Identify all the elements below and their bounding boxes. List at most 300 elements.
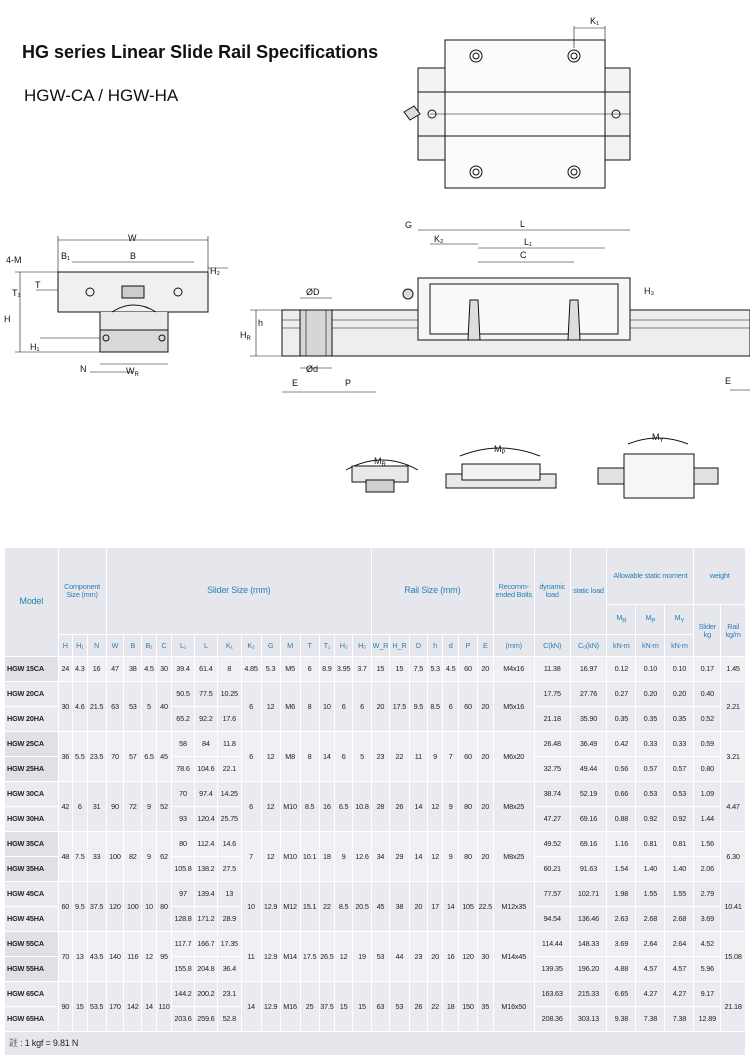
table-cell: 6 [241, 682, 261, 732]
table-row [5, 732, 746, 757]
table-cell: 259.6 [194, 1007, 217, 1032]
table-cell: 1.98 [607, 882, 636, 907]
table-cell: 1.16 [607, 832, 636, 857]
header-cell: T [300, 635, 319, 657]
table-cell: M16x50 [493, 982, 534, 1032]
header-row-units [5, 635, 746, 657]
table-cell: 21.18 [534, 707, 570, 732]
table-cell: 0.81 [665, 832, 694, 857]
table-cell: 52.19 [570, 782, 607, 807]
header-cell: G [261, 635, 280, 657]
table-cell: 2.68 [665, 907, 694, 932]
table-cell: 52.8 [218, 1007, 241, 1032]
table-cell: 47.27 [534, 807, 570, 832]
table-cell: 23 [409, 932, 427, 982]
table-cell: 36.4 [218, 957, 241, 982]
table-cell: 139.35 [534, 957, 570, 982]
table-cell: 20 [372, 682, 390, 732]
table-cell: 25 [300, 982, 319, 1032]
table-cell: 2.79 [694, 882, 721, 907]
dim-l: L [520, 219, 526, 229]
table-cell: 8 [218, 657, 241, 682]
table-cell: 303.13 [570, 1007, 607, 1032]
table-cell: 78.6 [172, 757, 194, 782]
table-cell: M10 [280, 782, 300, 832]
table-cell: 26 [409, 982, 427, 1032]
table-cell: 11.8 [218, 732, 241, 757]
table-cell: 52 [156, 782, 172, 832]
table-cell: 2.64 [636, 932, 665, 957]
dim-h1: H₁ [30, 342, 40, 352]
table-cell: 0.42 [607, 732, 636, 757]
table-cell: HGW 15CA [5, 657, 59, 682]
table-cell: 9 [142, 832, 157, 882]
table-cell: 20 [477, 657, 493, 682]
col-allowable-moment: Allowable static moment [607, 548, 694, 605]
table-cell: 30 [156, 657, 172, 682]
table-cell: 0.92 [636, 807, 665, 832]
table-cell: 80 [172, 832, 194, 857]
table-cell: 33 [87, 832, 106, 882]
table-cell: 80 [156, 882, 172, 932]
table-cell: 0.35 [665, 707, 694, 732]
footnote: 註 : 1 kgf = 9.81 N [5, 1032, 746, 1056]
table-cell: 16 [87, 657, 106, 682]
page-title: HG series Linear Slide Rail Specifications [22, 42, 379, 62]
table-cell: 22.5 [477, 882, 493, 932]
table-cell: 105 [459, 882, 478, 932]
table-cell: M14x45 [493, 932, 534, 982]
table-cell: M10 [280, 832, 300, 882]
table-cell: 63 [372, 982, 390, 1032]
table-cell: 0.80 [694, 757, 721, 782]
table-cell: 7.38 [636, 1007, 665, 1032]
table-cell: 8.5 [335, 882, 353, 932]
table-cell: 1.56 [694, 832, 721, 857]
table-cell: 7.38 [665, 1007, 694, 1032]
table-cell: 17.5 [300, 932, 319, 982]
header-cell: kN-m [665, 635, 694, 657]
table-cell: 30 [58, 682, 73, 732]
table-cell: 4.27 [636, 982, 665, 1007]
table-cell: 93 [172, 807, 194, 832]
table-cell: 104.6 [194, 757, 217, 782]
table-cell: 9 [335, 832, 353, 882]
table-cell: 142 [124, 982, 142, 1032]
table-cell: M5x16 [493, 682, 534, 732]
table-cell: 23 [372, 732, 390, 782]
table-cell: 215.33 [570, 982, 607, 1007]
table-cell: 28 [372, 782, 390, 832]
table-cell: 16.97 [570, 657, 607, 682]
table-cell: 3.21 [721, 732, 746, 782]
table-cell: 12 [427, 832, 443, 882]
table-cell: 6 [335, 732, 353, 782]
table-cell: 21.18 [721, 982, 746, 1032]
table-cell: 128.8 [172, 907, 194, 932]
table-cell: 0.12 [607, 657, 636, 682]
col-rail-weight: Rail kg/m [721, 605, 746, 657]
table-cell: 26.48 [534, 732, 570, 757]
table-cell: 17.35 [218, 932, 241, 957]
table-cell: 34 [372, 832, 390, 882]
table-cell: 77.57 [534, 882, 570, 907]
dim-h2: H₂ [210, 266, 220, 276]
table-cell: 57 [124, 732, 142, 782]
table-cell: 3.69 [607, 932, 636, 957]
header-cell: L [194, 635, 217, 657]
table-cell: 5 [353, 732, 372, 782]
col-mr: $M_R$ [607, 605, 636, 635]
table-cell: 7.5 [409, 657, 427, 682]
table-cell: 13 [218, 882, 241, 907]
table-cell: 114.44 [534, 932, 570, 957]
table-cell: M6 [280, 682, 300, 732]
table-cell: 48 [58, 832, 73, 882]
col-slider-weight: Slider kg [694, 605, 721, 657]
dim-p: P [345, 378, 352, 388]
table-cell: 22 [427, 982, 443, 1032]
table-cell: 60 [58, 882, 73, 932]
header-cell: (mm) [493, 635, 534, 657]
table-cell: 0.92 [665, 807, 694, 832]
table-cell: 116 [124, 932, 142, 982]
table-cell: HGW 25CA [5, 732, 59, 757]
table-cell: 139.4 [194, 882, 217, 907]
table-cell: 20 [477, 832, 493, 882]
table-cell: 97 [172, 882, 194, 907]
table-cell: 20 [477, 732, 493, 782]
table-cell: 94.54 [534, 907, 570, 932]
table-cell: 1.09 [694, 782, 721, 807]
table-cell: 15 [389, 657, 409, 682]
header-cell: B₁ [142, 635, 157, 657]
table-cell: 35.90 [570, 707, 607, 732]
table-cell: 5.96 [694, 957, 721, 982]
header-cell: E [477, 635, 493, 657]
table-cell: 120 [459, 932, 478, 982]
dim-b: B [130, 251, 137, 261]
header-cell: C₀(kN) [570, 635, 607, 657]
table-cell: 45 [372, 882, 390, 932]
table-cell: 84 [194, 732, 217, 757]
table-cell: 5.3 [427, 657, 443, 682]
table-cell: 14 [319, 732, 335, 782]
table-cell: 15 [353, 982, 372, 1032]
col-component-size: Component Size (mm) [58, 548, 106, 635]
col-recommended-bolts: Recomm-ended Bolts [493, 548, 534, 635]
table-row [5, 832, 746, 857]
table-cell: 6.5 [335, 782, 353, 832]
table-cell: 7 [241, 832, 261, 882]
dim-b1: B₁ [61, 251, 71, 261]
header-cell: N [87, 635, 106, 657]
table-cell: 2.68 [636, 907, 665, 932]
table-cell: 0.57 [636, 757, 665, 782]
table-cell: 3.69 [694, 907, 721, 932]
table-cell: 16 [319, 782, 335, 832]
moment-my-icon [598, 438, 718, 498]
table-cell: 9.5 [73, 882, 88, 932]
table-cell: 2.64 [665, 932, 694, 957]
table-cell: 0.53 [636, 782, 665, 807]
table-cell: 6 [353, 682, 372, 732]
table-cell: 6 [241, 782, 261, 832]
table-cell: 0.35 [607, 707, 636, 732]
col-mp: $M_P$ [636, 605, 665, 635]
table-cell: 15 [73, 982, 88, 1032]
table-cell: 12 [261, 732, 280, 782]
col-model: Model [5, 548, 59, 657]
dim-e: E [292, 378, 299, 388]
table-cell: HGW 25HA [5, 757, 59, 782]
table-cell: 138.2 [194, 857, 217, 882]
table-cell: 4.27 [665, 982, 694, 1007]
table-cell: 14.25 [218, 782, 241, 807]
table-cell: 5 [142, 682, 157, 732]
table-cell: 6.65 [607, 982, 636, 1007]
table-cell: 27.5 [218, 857, 241, 882]
dim-g: G [405, 220, 413, 230]
table-row [5, 657, 746, 682]
table-cell: 26 [389, 782, 409, 832]
table-cell: 6 [335, 682, 353, 732]
table-cell: 170 [106, 982, 124, 1032]
table-cell: M4x16 [493, 657, 534, 682]
dim-h3: H₃ [644, 286, 655, 296]
header-cell: h [427, 635, 443, 657]
table-cell: 14.6 [218, 832, 241, 857]
dim-od-small: Ød [306, 364, 319, 374]
table-cell: 77.5 [194, 682, 217, 707]
table-cell: 10.41 [721, 882, 746, 932]
table-cell: 69.16 [570, 832, 607, 857]
table-cell: 31 [87, 782, 106, 832]
table-cell: 200.2 [194, 982, 217, 1007]
header-cell: H₁ [73, 635, 88, 657]
table-cell: 1.45 [721, 657, 746, 682]
table-cell: 1.40 [636, 857, 665, 882]
table-cell: 12 [142, 932, 157, 982]
table-cell: 6 [241, 732, 261, 782]
table-cell: 0.17 [694, 657, 721, 682]
table-cell: 42 [58, 782, 73, 832]
table-cell: 14 [142, 982, 157, 1032]
table-row [5, 882, 746, 907]
table-cell: 97.4 [194, 782, 217, 807]
header-cell: C(kN) [534, 635, 570, 657]
table-cell: 140 [106, 932, 124, 982]
table-cell: 50.5 [172, 682, 194, 707]
table-cell: 1.55 [636, 882, 665, 907]
table-cell: 6.30 [721, 832, 746, 882]
table-cell: 0.59 [694, 732, 721, 757]
table-cell: 17 [427, 882, 443, 932]
table-cell: 7 [443, 732, 459, 782]
dim-w: W [128, 233, 137, 243]
table-cell: 155.8 [172, 957, 194, 982]
table-cell: M6x20 [493, 732, 534, 782]
table-cell: 9 [427, 732, 443, 782]
table-cell: 148.33 [570, 932, 607, 957]
table-cell: 49.52 [534, 832, 570, 857]
table-cell: 60 [459, 657, 478, 682]
table-cell: 4.3 [73, 657, 88, 682]
table-cell: 166.7 [194, 932, 217, 957]
table-cell: 60 [459, 732, 478, 782]
table-row [5, 682, 746, 707]
table-cell: 63 [106, 682, 124, 732]
table-cell: 92.2 [194, 707, 217, 732]
table-cell: 29 [389, 832, 409, 882]
header-cell: B [124, 635, 142, 657]
table-cell: 136.46 [570, 907, 607, 932]
table-cell: 14 [443, 882, 459, 932]
header-cell: d [443, 635, 459, 657]
dim-4m: 4-M [6, 255, 22, 265]
table-cell: 4.57 [665, 957, 694, 982]
table-cell: 203.6 [172, 1007, 194, 1032]
table-cell: 208.36 [534, 1007, 570, 1032]
dim-k1: K₁ [590, 16, 600, 26]
col-static-load: static load [570, 548, 607, 635]
table-cell: 19 [353, 932, 372, 982]
header-cell: H [58, 635, 73, 657]
table-cell: 0.33 [636, 732, 665, 757]
table-cell: 8 [300, 732, 319, 782]
table-cell: 27.76 [570, 682, 607, 707]
table-cell: 6 [73, 782, 88, 832]
table-cell: 4.52 [694, 932, 721, 957]
model-subtitle: HGW-CA / HGW-HA [24, 86, 179, 105]
table-cell: 4.88 [607, 957, 636, 982]
table-cell: 144.2 [172, 982, 194, 1007]
table-cell: 25.75 [218, 807, 241, 832]
header-cell: K₁ [218, 635, 241, 657]
table-cell: 1.44 [694, 807, 721, 832]
dim-t: T [35, 280, 41, 290]
table-cell: M12x35 [493, 882, 534, 932]
table-cell: 7.5 [73, 832, 88, 882]
table-cell: M8 [280, 732, 300, 782]
table-cell: 28.9 [218, 907, 241, 932]
table-cell: 120 [106, 882, 124, 932]
table-cell: 9.5 [409, 682, 427, 732]
table-cell: 0.33 [665, 732, 694, 757]
table-cell: 1.54 [607, 857, 636, 882]
table-cell: 95 [156, 932, 172, 982]
table-cell: 0.52 [694, 707, 721, 732]
table-cell: 47 [106, 657, 124, 682]
slider-front-view [15, 236, 228, 372]
header-cell: W [106, 635, 124, 657]
dim-n: N [80, 364, 87, 374]
table-cell: 53 [389, 982, 409, 1032]
table-cell: 4.5 [443, 657, 459, 682]
table-cell: 12 [261, 782, 280, 832]
header-cell: kN-m [607, 635, 636, 657]
col-slider-size: Slider Size (mm) [106, 548, 371, 635]
dim-wr: $W_R$ [126, 366, 139, 378]
header-cell: W_R [372, 635, 390, 657]
table-cell: 0.20 [665, 682, 694, 707]
table-cell: 9.38 [607, 1007, 636, 1032]
table-cell: 20 [477, 682, 493, 732]
table-cell: 12.9 [261, 982, 280, 1032]
table-cell: 105.8 [172, 857, 194, 882]
table-cell: 70 [106, 732, 124, 782]
table-cell: M8x25 [493, 782, 534, 832]
table-cell: HGW 55HA [5, 957, 59, 982]
table-cell: M8x25 [493, 832, 534, 882]
table-cell: 12.9 [261, 932, 280, 982]
table-cell: 10.8 [353, 782, 372, 832]
header-cell: H_R [389, 635, 409, 657]
table-cell: 10 [142, 882, 157, 932]
table-cell: HGW 45CA [5, 882, 59, 907]
table-cell: 40 [156, 682, 172, 732]
table-cell: 18 [319, 832, 335, 882]
table-cell: 20 [427, 932, 443, 982]
table-cell: 100 [106, 832, 124, 882]
table-cell: 53.5 [87, 982, 106, 1032]
table-cell: 150 [459, 982, 478, 1032]
table-cell: 8.9 [319, 657, 335, 682]
dim-h-small: h [258, 318, 264, 328]
table-cell: 80 [459, 832, 478, 882]
table-cell: 13 [73, 932, 88, 982]
table-cell: 20 [477, 782, 493, 832]
moment-mp-label: $M_P$ [494, 444, 506, 456]
header-cell: H₂ [335, 635, 353, 657]
table-cell: 110 [156, 982, 172, 1032]
table-cell: 0.53 [665, 782, 694, 807]
moment-mr-label: $M_R$ [374, 456, 386, 468]
table-cell: 17.75 [534, 682, 570, 707]
table-cell: 1.55 [665, 882, 694, 907]
header-cell: T₁ [319, 635, 335, 657]
table-cell: 10 [319, 682, 335, 732]
header-cell: kN-m [636, 635, 665, 657]
table-cell: HGW 35HA [5, 857, 59, 882]
table-cell: 32.75 [534, 757, 570, 782]
table-cell: 15.08 [721, 932, 746, 982]
table-cell: 49.44 [570, 757, 607, 782]
table-cell: 36.49 [570, 732, 607, 757]
table-cell: 38 [124, 657, 142, 682]
spec-table [4, 547, 746, 1056]
table-cell: 60 [459, 682, 478, 732]
table-cell: 65.2 [172, 707, 194, 732]
table-cell: 17.6 [218, 707, 241, 732]
table-cell: 196.20 [570, 957, 607, 982]
table-cell: 12 [335, 932, 353, 982]
table-cell: 9.17 [694, 982, 721, 1007]
table-cell: 12.9 [261, 882, 280, 932]
table-cell: 4.85 [241, 657, 261, 682]
table-cell: 204.8 [194, 957, 217, 982]
moment-my-label: $M_Y$ [652, 432, 664, 444]
dim-c: C [520, 250, 527, 260]
table-cell: HGW 20HA [5, 707, 59, 732]
table-cell: 102.71 [570, 882, 607, 907]
col-rail-size: Rail Size (mm) [372, 548, 494, 635]
header-cell: H₃ [353, 635, 372, 657]
slider-side-view [250, 230, 750, 392]
dim-e2: E [725, 376, 732, 386]
spec-rows [5, 657, 746, 1032]
table-cell: 11 [409, 732, 427, 782]
